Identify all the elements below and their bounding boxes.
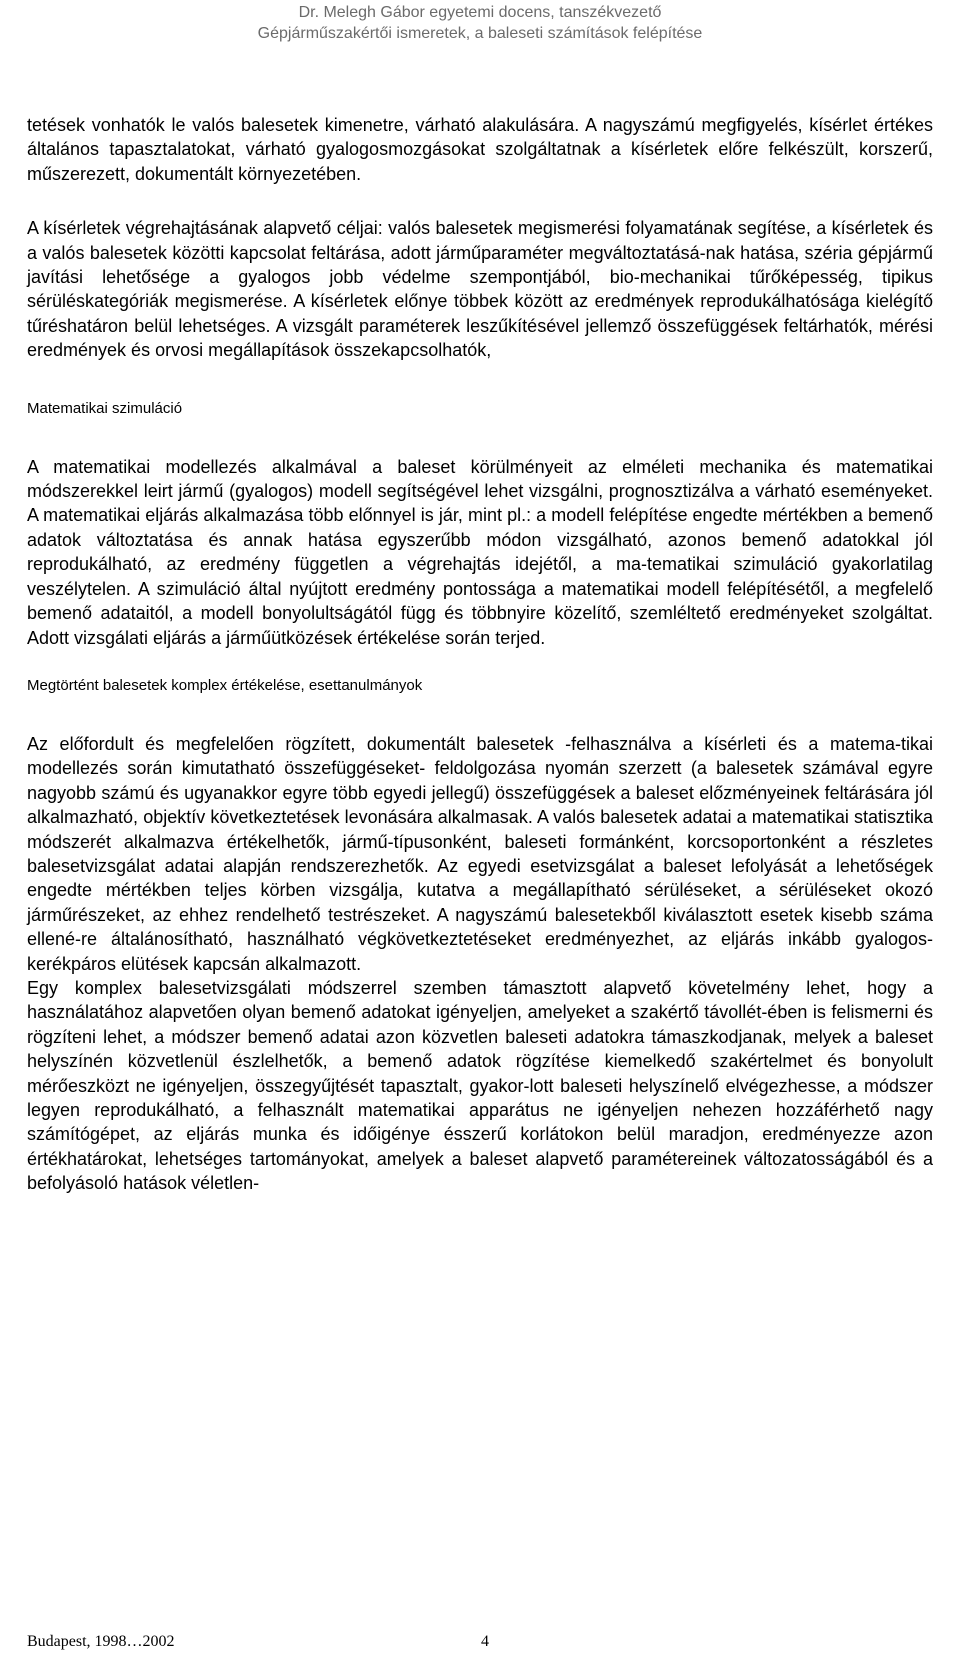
paragraph-intro: tetések vonhatók le valós balesetek kimenetre, várható alakulására. A nagyszámú megfigyelés, kísérlet értékes általános tapasztalatokat, várható gyalogosmozgásokat szolgáltatnak a kísérletek előre felkészült, korszerű, műszerezett, dokumentált környezetében. [27,115,933,184]
paragraph-experiments: A kísérletek végrehajtásának alapvető céljai: valós balesetek megismerési folyamatának segítése, a kísérletek és a valós balesetek közötti kapcsolat feltárása, adott járműparaméter megváltoztatásá-nak hatása, széria gépjármű javítási lehetősége a gyalogos jobb védelme szempontjából, bio-mechanikai tűrőképesség, tipikus sérüléskategóriák megismerése. A kísérletek előnye többek között az eredmények reprodukálhatósága kielégítő tűréshatáron belül lehetséges. A vizsgált paraméterek leszűkítésével jellemző összefüggések feltárhatók, mérési eredmények és orvosi megállapítások összekapcsolhatók, [27,218,933,361]
document-body [27,113,933,1196]
paragraph-simulation: A matematikai modellezés alkalmával a baleset körülményeit az elméleti mechanika és matematikai módszerekkel leirt jármű (gyalogos) modell segítségével lehet vizsgálni, prognosztizálva a várható eseményeket. A matematikai eljárás alkalmazása több előnnyel is jár, mint pl.: a modell felépítése engedte mértékben a bemenő adatok változtatása és annak hatása egyszerűbb módon vizsgálható, azonos bemenő adatokkal jól reprodukálható, az eredmény független a végrehajtás idejétől, a ma-tematikai szimuláció gyakorlatilag veszélytelen. A szimuláció által nyújtott eredmény pontossága a matematikai modell felépítésétől, a megfelelő bemenő adataitól, a modell bonyolultságától függ és többnyire közelítő, szemléltető eredményeket szolgáltat. Adott vizsgálati eljárás a járműütközések értékelése során terjed. [27,456,933,648]
header-author-line: Dr. Melegh Gábor egyetemi docens, tanszékvezető [298,4,662,21]
page-header [0,2,960,44]
page-number: 4 [481,1633,489,1650]
header-title-line: Gépjárműszakértői ismeretek, a baleseti számítások felépítése [257,25,703,42]
footer-place-date: Budapest, 1998…2002 [27,1633,175,1650]
section-heading-simulation: Matematikai szimuláció [27,399,183,417]
section-heading-case-studies: Megtörtént balesetek komplex értékelése, esettanulmányok [27,676,423,694]
paragraph-requirements: Egy komplex balesetvizsgálati módszerrel szemben támasztott alapvető követelmény lehet, hogy a használatához alapvetően olyan bemenő adatokat igényeljen, amelyeket a szakértő távollét-ében is felismerni és rögzíteni lehet, a módszer bemenő adatai azon közvetlen baleseti adatokra támaszkodjanak, melyek a baleset helyszínén közvetlenül észlelhetők, a bemenő adatok rögzítése kiemelkedő szakértelmet és bonyolult mérőeszközt ne igényeljen, összegyűjtését tapasztalt, gyakor-lott baleseti helyszínelő elvégezhesse, a módszer legyen reprodukálható, a felhasznált matematikai apparátus ne igényeljen nehezen hozzáférhető nagy számítógépet, az eljárás munka és időigénye ésszerű korlátokon belül maradjon, eredményezze azon értékhatárokat, lehetséges tartományokat, amelyek a baleset alapvető paramétereinek változatosságából és a befolyásoló hatások véletlen- [27,977,933,1194]
paragraph-case-studies: Az előfordult és megfelelően rögzített, dokumentált balesetek -felhasználva a kísérleti és a matema-tikai modellezés során kimutatható összefüggéseket- feldolgozása nyomán szerzett (a balesetek számával egyre nagyobb számú és ugyanakkor egyre több egyedi jellegű) összefüggések a baleset előzményeinek feltárására jól alkalmazható, objektív következtetések levonására alkalmasak. A valós balesetek adatai a matematikai statisztika módszerét alkalmazva értékelhetők, jármű-típusonként, baleseti formánként, korcsoportonként a részletes balesetvizsgálat adatai alapján rendszerezhetők. Az egyedi esetvizsgálat a baleset lefolyását a lehetőségek engedte mértékben teljes körben vizsgálja, kutatva a megállapítható sérüléseket, a sérüléseket okozó járműrészeket, az ehhez rendelhető testrészeket. A nagyszámú balesetekből kiválasztott esetek kisebb száma ellené-re általánosítható, használható végkövetkeztetéseket eredményezhet, az eljárás inkább gyalogos-kerékpáros elütések kapcsán alkalmazott. [27,733,933,974]
